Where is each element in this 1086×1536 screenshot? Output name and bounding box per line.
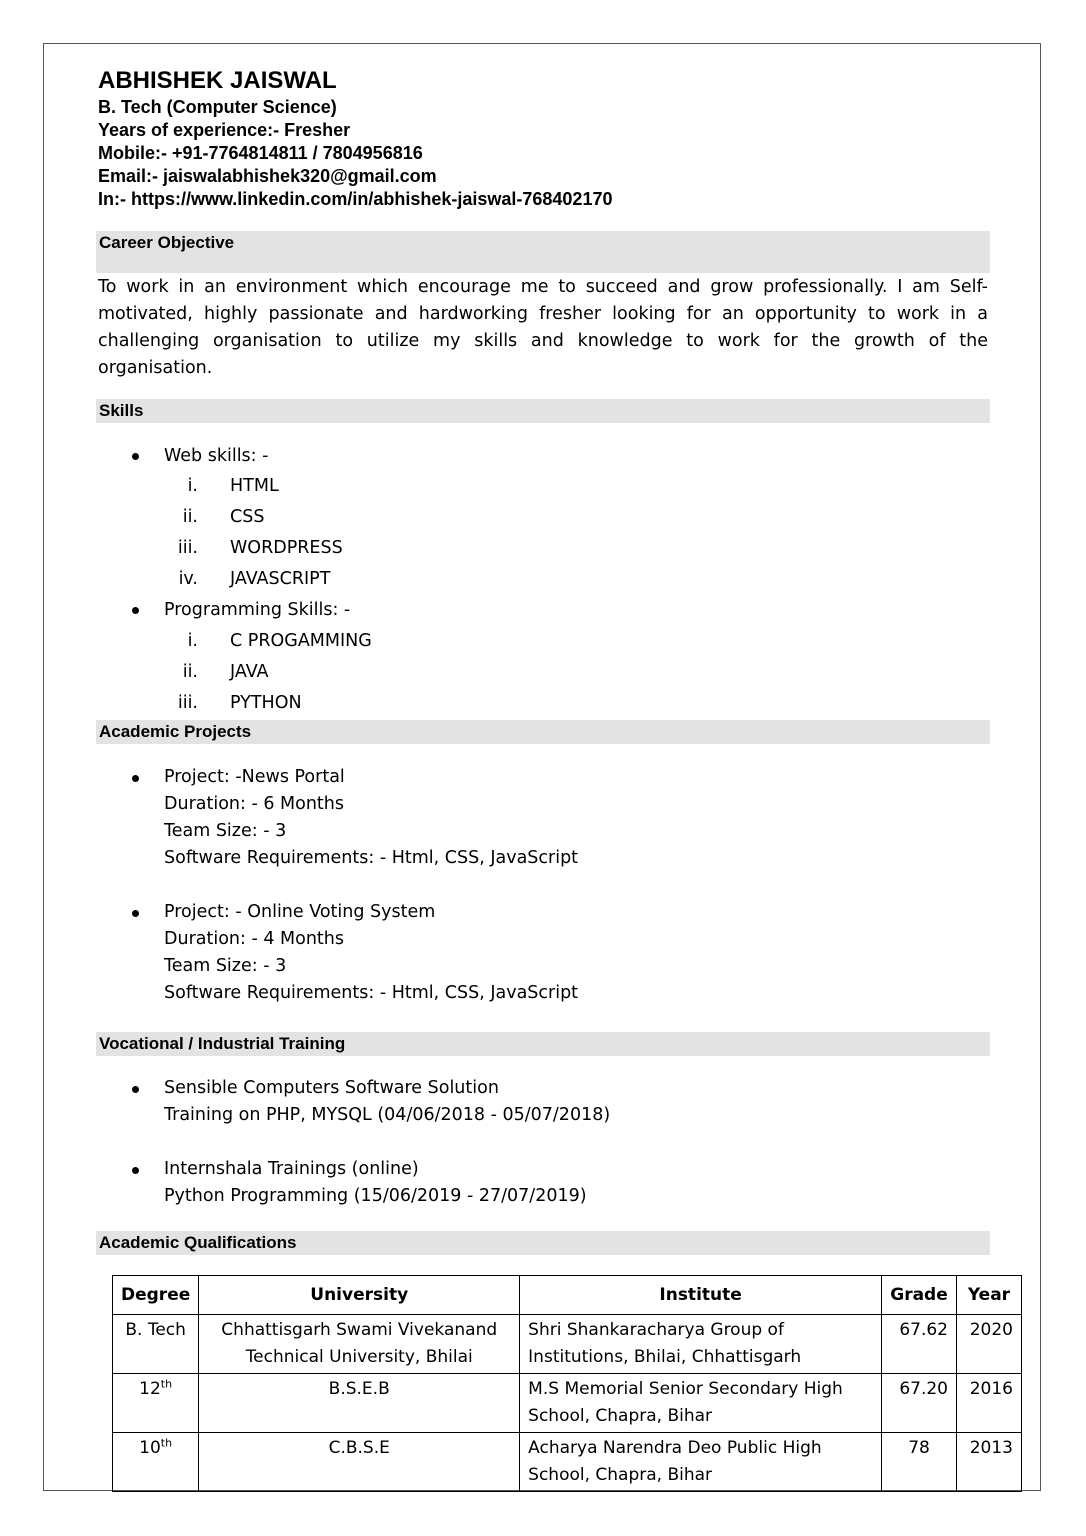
career-objective-heading: Career Objective: [96, 231, 990, 273]
skills-list: [132, 442, 532, 719]
skill-group-label: Programming Skills: -: [164, 600, 351, 620]
column-header: Grade: [882, 1276, 957, 1315]
skill-item: ii. CSS: [182, 507, 265, 527]
bullet-icon: [132, 453, 139, 460]
column-header: Degree: [113, 1276, 199, 1315]
institute-cell: Shri Shankaracharya Group of Institutions, Bhilai, Chhattisgarh: [520, 1315, 882, 1374]
university-cell: Chhattisgarh Swami Vivekanand Technical University, Bhilai: [199, 1315, 520, 1374]
project-team-size: Team Size: - 3: [164, 956, 287, 976]
project-item: [132, 764, 832, 872]
candidate-name: ABHISHEK JAISWAL: [98, 67, 337, 94]
degree-cell: B. Tech: [113, 1315, 199, 1374]
skill-item: i. C PROGAMMING: [187, 631, 372, 651]
skill-group-programming: [132, 595, 532, 626]
project-name: Project: - Online Voting System: [164, 902, 436, 922]
table-row: [113, 1315, 1022, 1374]
project-item: [132, 899, 832, 1007]
mobile-line: Mobile:- +91-7764814811 / 7804956816: [98, 143, 423, 163]
skill-item: iv. JAVASCRIPT: [178, 569, 331, 589]
grade-cell: 67.62: [882, 1315, 957, 1374]
skills-heading: Skills: [96, 399, 990, 423]
qualifications-heading: Academic Qualifications: [96, 1231, 990, 1255]
bullet-icon: [132, 1086, 139, 1093]
experience-line: Years of experience:- Fresher: [98, 120, 351, 140]
skill-group-label: Web skills: -: [164, 446, 269, 466]
skill-item: ii. JAVA: [182, 662, 269, 682]
year-cell: 2016: [957, 1374, 1022, 1433]
skill-item: iii. WORDPRESS: [177, 538, 343, 558]
training-detail: Python Programming (15/06/2019 - 27/07/2019): [164, 1186, 587, 1206]
university-cell: C.B.S.E: [199, 1433, 520, 1492]
column-header: Year: [957, 1276, 1022, 1315]
projects-list: [132, 764, 832, 1007]
year-cell: 2020: [957, 1315, 1022, 1374]
degree-cell: 10th: [113, 1433, 199, 1492]
project-software: Software Requirements: - Html, CSS, JavaScript: [164, 848, 579, 868]
table-row: [113, 1433, 1022, 1492]
resume-header: [98, 66, 612, 211]
university-cell: B.S.E.B: [199, 1374, 520, 1433]
bullet-icon: [132, 607, 139, 614]
academic-projects-heading: Academic Projects: [96, 720, 990, 744]
degree-line: B. Tech (Computer Science): [98, 97, 337, 117]
table-row: [113, 1374, 1022, 1433]
project-duration: Duration: - 4 Months: [164, 929, 345, 949]
column-header: University: [199, 1276, 520, 1315]
institute-cell: M.S Memorial Senior Secondary High School, Chapra, Bihar: [520, 1374, 882, 1433]
bullet-icon: [132, 910, 139, 917]
email-line: Email:- jaiswalabhishek320@gmail.com: [98, 166, 437, 186]
training-heading: Vocational / Industrial Training: [96, 1032, 990, 1056]
bullet-icon: [132, 775, 139, 782]
institute-cell: Acharya Narendra Deo Public High School, Chapra, Bihar: [520, 1433, 882, 1492]
degree-cell: 12th: [113, 1374, 199, 1433]
training-list: [132, 1075, 832, 1210]
training-item: [132, 1075, 832, 1129]
table-header-row: [113, 1276, 1022, 1315]
project-software: Software Requirements: - Html, CSS, JavaScript: [164, 983, 579, 1003]
training-org: Sensible Computers Software Solution: [164, 1078, 499, 1098]
column-header: Institute: [520, 1276, 882, 1315]
year-cell: 2013: [957, 1433, 1022, 1492]
training-detail: Training on PHP, MYSQL (04/06/2018 - 05/07/2018): [164, 1105, 611, 1125]
project-name: Project: -News Portal: [164, 767, 345, 787]
qualifications-table: [112, 1275, 1022, 1492]
training-item: [132, 1156, 832, 1210]
skill-item: iii. PYTHON: [177, 693, 302, 713]
bullet-icon: [132, 1167, 139, 1174]
linkedin-line: In:- https://www.linkedin.com/in/abhishek-jaiswal-768402170: [98, 189, 613, 209]
grade-cell: 67.20: [882, 1374, 957, 1433]
career-objective-text: To work in an environment which encourage me to succeed and grow professionally. I am Self-motivated, highly passionate and hardworking fresher looking for an opportunity to work in a challenging organisation to utilize my skills and knowledge to work for the growth of the organisation.: [98, 277, 988, 378]
project-team-size: Team Size: - 3: [164, 821, 287, 841]
project-duration: Duration: - 6 Months: [164, 794, 345, 814]
training-org: Internshala Trainings (online): [164, 1159, 419, 1179]
skill-group-web: [132, 442, 532, 471]
skill-item: i. HTML: [187, 476, 279, 496]
grade-cell: 78: [882, 1433, 957, 1492]
